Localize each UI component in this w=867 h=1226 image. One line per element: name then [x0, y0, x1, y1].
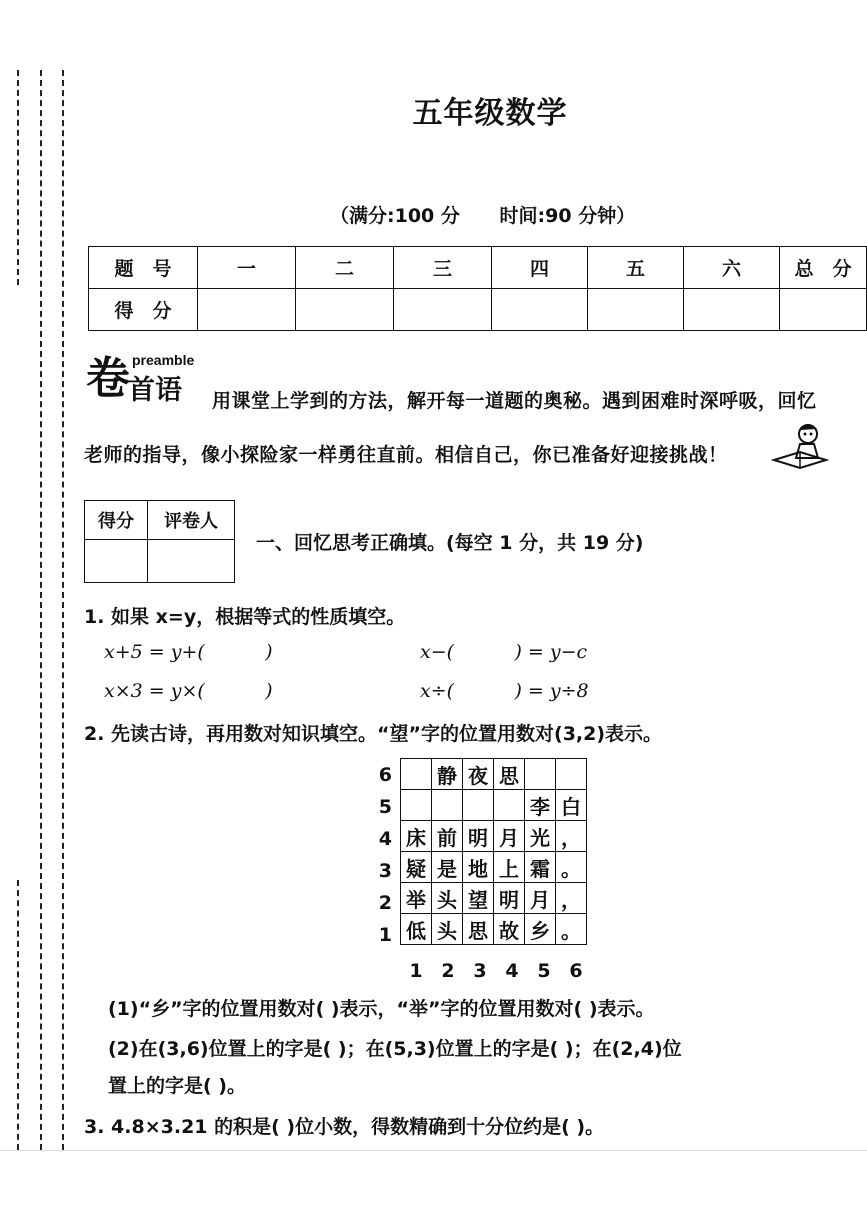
poem-y-label-5: 5	[378, 796, 392, 818]
poem-cell: 上	[494, 852, 525, 883]
poem-x-label-4: 4	[505, 960, 519, 982]
poem-cell: 静	[432, 759, 463, 790]
poem-cell: 是	[432, 852, 463, 883]
poem-x-label-3: 3	[473, 960, 487, 982]
poem-y-label-6: 6	[378, 764, 392, 786]
poem-y-label-1: 1	[378, 924, 392, 946]
score-header-total: 总 分	[780, 247, 867, 289]
score-table-score-row	[89, 289, 867, 331]
score-row-label: 得 分	[89, 289, 198, 331]
poem-row-4	[401, 821, 587, 852]
score-cell-1[interactable]	[198, 289, 296, 331]
poem-cell: 头	[432, 883, 463, 914]
question-1-equation-3: x×3 = y×( )	[104, 680, 273, 702]
poem-cell: 。	[556, 914, 587, 945]
preamble-line-1: 用课堂上学到的方法，解开每一道题的奥秘。遇到困难时深呼吸，回忆	[212, 390, 817, 412]
preamble-logo-sub: 首语	[128, 375, 182, 406]
poem-cell	[525, 759, 556, 790]
poem-cell: 月	[494, 821, 525, 852]
poem-cell	[463, 790, 494, 821]
grader-score-label: 得分	[85, 501, 148, 540]
poem-cell: 白	[556, 790, 587, 821]
grader-table	[84, 500, 235, 583]
question-2-sub-1: (1)“乡”字的位置用数对( )表示，“举”字的位置用数对( )表示。	[108, 998, 655, 1020]
score-header-5: 五	[588, 247, 684, 289]
question-2-sub-2: (2)在(3,6)位置上的字是( )；在(5,3)位置上的字是( )；在(2,4)位	[108, 1038, 682, 1060]
score-cell-6[interactable]	[684, 289, 780, 331]
poem-cell: 故	[494, 914, 525, 945]
question-1-equation-1: x+5 = y+( )	[104, 641, 273, 663]
page-bottom-rule	[0, 1150, 867, 1151]
grader-table-header-row	[85, 501, 235, 540]
poem-cell: 望	[463, 883, 494, 914]
page-title: 五年级数学	[412, 96, 568, 131]
poem-cell: 举	[401, 883, 432, 914]
section-1-heading: 一、回忆思考正确填。(每空 1 分，共 19 分)	[256, 532, 644, 554]
score-cell-2[interactable]	[296, 289, 394, 331]
poem-cell: 明	[494, 883, 525, 914]
poem-cell: 地	[463, 852, 494, 883]
poem-row-2	[401, 883, 587, 914]
poem-cell: 光	[525, 821, 556, 852]
score-header-4: 四	[492, 247, 588, 289]
preamble-logo-char: 卷	[86, 353, 130, 404]
question-1-stem: 1. 如果 x=y，根据等式的性质填空。	[84, 606, 406, 628]
poem-cell: 明	[463, 821, 494, 852]
question-1-equation-4: x÷( ) = y÷8	[420, 680, 589, 702]
score-header-6: 六	[684, 247, 780, 289]
poem-cell	[401, 790, 432, 821]
poem-row-3	[401, 852, 587, 883]
poem-cell: 乡	[525, 914, 556, 945]
score-cell-3[interactable]	[394, 289, 492, 331]
poem-cell	[401, 759, 432, 790]
poem-y-label-4: 4	[378, 828, 392, 850]
question-2-sub-2-continued: 置上的字是( )。	[108, 1075, 246, 1097]
poem-y-label-3: 3	[378, 860, 392, 882]
binding-line-mid-top	[40, 70, 42, 1150]
grader-score-cell[interactable]	[85, 540, 148, 583]
score-header-1: 一	[198, 247, 296, 289]
poem-x-label-2: 2	[441, 960, 455, 982]
poem-cell: 疑	[401, 852, 432, 883]
poem-cell: ，	[556, 883, 587, 914]
poem-row-5	[401, 790, 587, 821]
exam-info: （满分:100 分 时间:90 分钟）	[330, 205, 636, 227]
poem-x-label-1: 1	[409, 960, 423, 982]
poem-cell: 霜	[525, 852, 556, 883]
question-2-stem: 2. 先读古诗，再用数对知识填空。“望”字的位置用数对(3,2)表示。	[84, 723, 663, 745]
preamble-line-2: 老师的指导，像小探险家一样勇往直前。相信自己，你已准备好迎接挑战！	[84, 444, 728, 466]
poem-cell: ，	[556, 821, 587, 852]
poem-grid	[400, 758, 587, 945]
score-cell-total[interactable]	[780, 289, 867, 331]
explorer-illustration-icon	[770, 420, 832, 470]
grader-reviewer-label: 评卷人	[148, 501, 235, 540]
grader-reviewer-cell[interactable]	[148, 540, 235, 583]
poem-cell: 前	[432, 821, 463, 852]
preamble-logo-word: preamble	[132, 352, 195, 368]
binding-line-left-bottom	[17, 880, 19, 1150]
binding-line-right-top	[62, 70, 64, 1150]
poem-x-label-5: 5	[537, 960, 551, 982]
poem-cell: 夜	[463, 759, 494, 790]
poem-cell: 思	[494, 759, 525, 790]
poem-cell: 思	[463, 914, 494, 945]
poem-row-1	[401, 914, 587, 945]
score-header-3: 三	[394, 247, 492, 289]
question-3-stem: 3. 4.8×3.21 的积是( )位小数，得数精确到十分位约是( )。	[84, 1116, 605, 1138]
question-1-equation-2: x−( ) = y−c	[420, 641, 588, 663]
poem-y-label-2: 2	[378, 892, 392, 914]
score-header-label: 题 号	[89, 247, 198, 289]
poem-cell: 李	[525, 790, 556, 821]
poem-cell: 。	[556, 852, 587, 883]
poem-cell: 头	[432, 914, 463, 945]
poem-x-label-6: 6	[569, 960, 583, 982]
poem-cell: 低	[401, 914, 432, 945]
poem-cell	[494, 790, 525, 821]
score-header-2: 二	[296, 247, 394, 289]
poem-cell	[556, 759, 587, 790]
poem-cell	[432, 790, 463, 821]
score-cell-5[interactable]	[588, 289, 684, 331]
score-table-header-row	[89, 247, 867, 289]
poem-cell: 床	[401, 821, 432, 852]
grader-table-input-row	[85, 540, 235, 583]
poem-row-6	[401, 759, 587, 790]
score-cell-4[interactable]	[492, 289, 588, 331]
poem-cell: 月	[525, 883, 556, 914]
score-table	[88, 246, 867, 331]
